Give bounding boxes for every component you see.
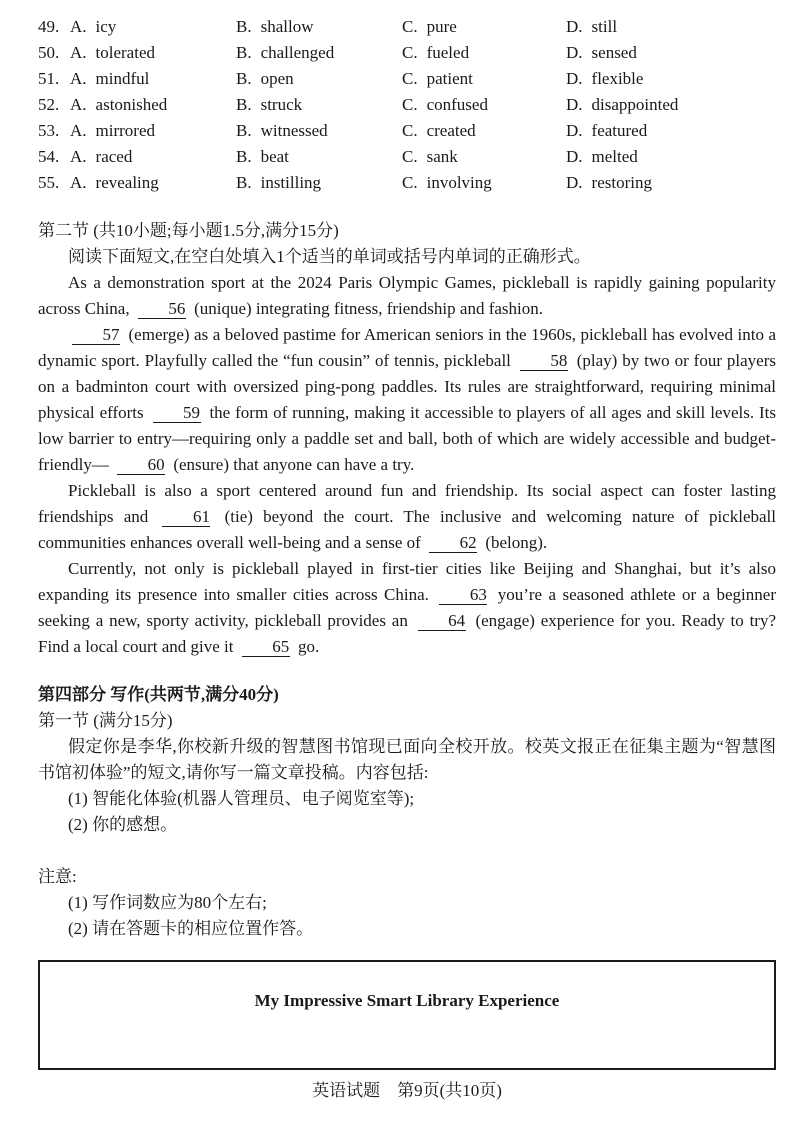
option-text: mindful	[95, 69, 150, 88]
option-label: C.	[402, 173, 418, 192]
writing-prompt: 假定你是李华,你校新升级的智慧图书馆现已面向全校开放。校英文报正在征集主题为“智慧图书馆初体验”的短文,请你写一篇文章投稿。内容包括:	[38, 737, 776, 782]
section4-sub-heading: 第一节 (满分15分)	[38, 711, 173, 730]
option-label: D.	[566, 17, 583, 36]
blank-58: 58	[520, 351, 568, 371]
cloze-paragraph: Pickleball is also a sport centered around fun and friendship. Its social aspect can foster lasting friendships and 61 (tie) beyond the court. The inclusive and welcoming nature of pickleball communities enhances overall well-being and a sense of 62 (belong).	[38, 481, 776, 552]
option-label: C.	[402, 43, 418, 62]
blank-64: 64	[418, 611, 466, 631]
option-cell	[70, 118, 236, 144]
option-text: mirrored	[95, 121, 156, 140]
mcq-row	[38, 40, 776, 66]
option-text: sensed	[591, 43, 637, 62]
option-text: pure	[426, 17, 457, 36]
option-cell	[236, 144, 402, 170]
option-label: B.	[236, 69, 252, 88]
option-text: featured	[591, 121, 648, 140]
mcq-row	[38, 118, 776, 144]
notice-label: 注意:	[38, 867, 77, 886]
option-label: A.	[70, 121, 87, 140]
option-cell	[236, 118, 402, 144]
question-number: 52.	[38, 95, 60, 114]
option-label: D.	[566, 43, 583, 62]
cloze-paragraph: Currently, not only is pickleball played in first-tier cities like Beijing and Shanghai, but it’s also expanding its presence into smaller cities across China. 63 you’re a seasoned athlete or a beginner seeking a new, sporty activity, pickleball provides an 64 (engage) experience for you. Ready to try? Find a local court and give it 65 go.	[38, 559, 776, 656]
option-cell	[566, 170, 776, 196]
option-cell	[236, 92, 402, 118]
option-cell	[70, 66, 236, 92]
option-label: A.	[70, 69, 87, 88]
option-cell	[402, 144, 566, 170]
option-text: open	[260, 69, 294, 88]
option-text: still	[591, 17, 618, 36]
cloze-passage	[38, 270, 776, 660]
option-label: A.	[70, 17, 87, 36]
option-text: raced	[95, 147, 133, 166]
essay-answer-box	[38, 960, 776, 1070]
option-text: beat	[260, 147, 289, 166]
section2-heading: 第二节 (共10小题;每小题1.5分,满分15分)	[38, 221, 339, 240]
writing-point: (1) 智能化体验(机器人管理员、电子阅览室等);	[68, 789, 415, 808]
option-text: confused	[426, 95, 488, 114]
essay-title: My Impressive Smart Library Experience	[254, 991, 560, 1010]
option-label: D.	[566, 147, 583, 166]
option-text: astonished	[95, 95, 168, 114]
option-cell	[566, 118, 776, 144]
option-text: created	[426, 121, 476, 140]
option-label: B.	[236, 147, 252, 166]
option-label: B.	[236, 95, 252, 114]
blank-60: 60	[117, 455, 165, 475]
writing-section	[38, 682, 776, 838]
notice-item: (1) 写作词数应为80个左右;	[68, 893, 267, 912]
notice-block	[38, 864, 776, 942]
option-text: melted	[591, 147, 638, 166]
writing-point: (2) 你的感想。	[68, 815, 178, 834]
option-label: A.	[70, 95, 87, 114]
option-label: C.	[402, 17, 418, 36]
option-text: tolerated	[95, 43, 155, 62]
option-cell	[236, 66, 402, 92]
option-text: challenged	[260, 43, 335, 62]
section4-heading: 第四部分 写作(共两节,满分40分)	[38, 685, 279, 704]
blank-63: 63	[439, 585, 487, 605]
blank-59: 59	[153, 403, 201, 423]
question-number: 55.	[38, 173, 60, 192]
mcq-row	[38, 14, 776, 40]
question-number: 54.	[38, 147, 60, 166]
option-text: sank	[426, 147, 458, 166]
option-label: D.	[566, 121, 583, 140]
option-cell	[236, 170, 402, 196]
option-label: A.	[70, 43, 87, 62]
option-cell	[236, 14, 402, 40]
cloze-paragraph: As a demonstration sport at the 2024 Paris Olympic Games, pickleball is rapidly gaining popularity across China, 56 (unique) integrating fitness, friendship and fashion.	[38, 273, 776, 318]
option-cell	[70, 144, 236, 170]
option-text: flexible	[591, 69, 644, 88]
option-cell	[402, 92, 566, 118]
section2-instruction: 阅读下面短文,在空白处填入1个适当的单词或括号内单词的正确形式。	[68, 247, 591, 266]
option-cell	[402, 14, 566, 40]
blank-57: 57	[72, 325, 120, 345]
option-text: restoring	[591, 173, 652, 192]
option-label: C.	[402, 121, 418, 140]
page-footer: 英语试题 第9页(共10页)	[312, 1081, 502, 1100]
option-label: D.	[566, 173, 583, 192]
option-label: B.	[236, 17, 252, 36]
option-label: C.	[402, 147, 418, 166]
option-label: C.	[402, 69, 418, 88]
option-cell	[566, 66, 776, 92]
mcq-table	[38, 14, 776, 196]
blank-65: 65	[242, 637, 290, 657]
option-text: struck	[260, 95, 303, 114]
mcq-row	[38, 92, 776, 118]
mcq-row	[38, 170, 776, 196]
option-text: involving	[426, 173, 492, 192]
question-number: 49.	[38, 17, 60, 36]
option-text: instilling	[260, 173, 322, 192]
option-label: D.	[566, 95, 583, 114]
option-cell	[566, 144, 776, 170]
option-text: shallow	[260, 17, 314, 36]
option-label: D.	[566, 69, 583, 88]
option-text: disappointed	[591, 95, 679, 114]
option-label: C.	[402, 95, 418, 114]
option-text: fueled	[426, 43, 470, 62]
option-label: B.	[236, 43, 252, 62]
option-text: witnessed	[260, 121, 328, 140]
option-cell	[402, 118, 566, 144]
blank-62: 62	[429, 533, 477, 553]
option-label: A.	[70, 147, 87, 166]
option-label: B.	[236, 173, 252, 192]
cloze-paragraph: 57 (emerge) as a beloved pastime for American seniors in the 1960s, pickleball has evolved into a dynamic sport. Playfully called the “fun cousin” of tennis, pickleball 58 (play) by two or four players on a badminton court with oversized ping-pong paddles. Its rules are straightforward, requiring minimal physical efforts 59 the form of running, making it accessible to players of all ages and skill levels. Its low barrier to entry—requiring only a paddle set and ball, both of which are widely accessible and budget-friendly— 60 (ensure) that anyone can have a try.	[38, 325, 777, 474]
option-text: patient	[426, 69, 473, 88]
option-label: A.	[70, 173, 87, 192]
blank-56: 56	[138, 299, 186, 319]
option-cell	[402, 170, 566, 196]
option-cell	[70, 170, 236, 196]
option-cell	[566, 92, 776, 118]
option-text: revealing	[95, 173, 159, 192]
option-cell	[70, 14, 236, 40]
option-cell	[566, 14, 776, 40]
question-number: 50.	[38, 43, 60, 62]
question-number: 51.	[38, 69, 60, 88]
option-text: icy	[95, 17, 117, 36]
option-cell	[70, 40, 236, 66]
option-cell	[236, 40, 402, 66]
notice-item: (2) 请在答题卡的相应位置作答。	[68, 919, 314, 938]
option-cell	[402, 66, 566, 92]
option-cell	[402, 40, 566, 66]
mcq-row	[38, 66, 776, 92]
option-cell	[70, 92, 236, 118]
mcq-row	[38, 144, 776, 170]
option-label: B.	[236, 121, 252, 140]
option-cell	[566, 40, 776, 66]
question-number: 53.	[38, 121, 60, 140]
blank-61: 61	[162, 507, 210, 527]
